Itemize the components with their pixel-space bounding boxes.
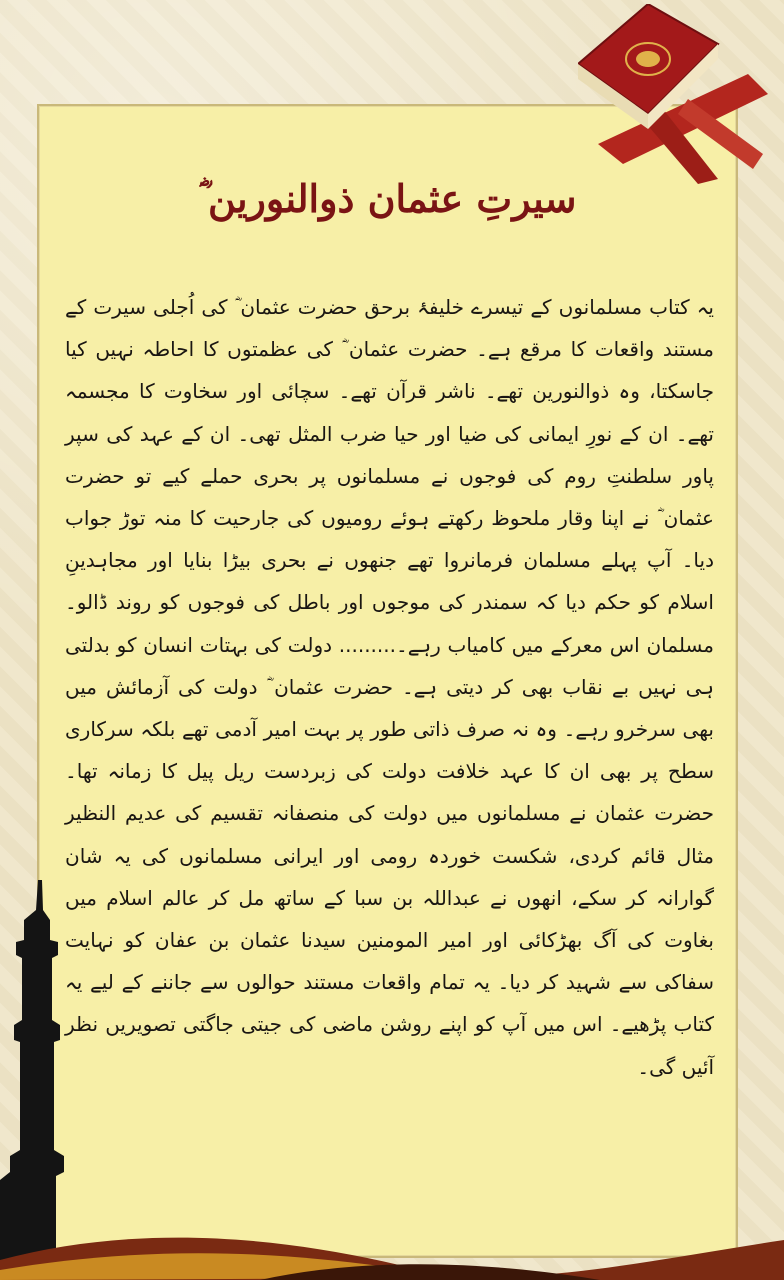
description-paragraph: یہ کتاب مسلمانوں کے تیسرے خلیفۂ برحق حضرت عثمان ؓ کی اُجلی سیرت کے مستند واقعات کا مرقع ہے۔ حضرت عثمان ؓ کی عظمتوں کا احاطہ نہیں کیا جاسکتا، وہ ذوالنورین تھے۔ ناشر قرآن تھے۔ سچائی اور سخاوت کا مجسمہ تھے۔ ان کے نورِ ایمانی کی ضیا اور حیا ضرب المثل تھی۔ ان کے عہد کی سپر پاور سلطنتِ روم کی فوجوں نے مسلمانوں پر بحری حملے کیے تو حضرت عثمان ؓ نے اپنا وقار ملحوظ رکھتے ہوئے رومیوں کی جارحیت کا منہ توڑ جواب دیا۔ آپ پہلے مسلمان فرمانروا تھے جنھوں نے بحری بیڑا بنایا اور مجاہدینِ اسلام کو حکم دیا کہ سمندر کی موجوں اور باطل کی فوجوں کو روند ڈالو۔ مسلمان اس معرکے میں کامیاب رہے۔......... دولت کی بہتات انسان کو بدلتی ہی نہیں بے نقاب بھی کر دیتی ہے۔ حضرت عثمان ؓ دولت کی آزمائش میں بھی سرخرو رہے۔ وہ نہ صرف ذاتی طور پر بہت امیر آدمی تھے بلکہ سرکاری سطح پر بھی ان کا عہد خلافت دولت کی زبردست ریل پیل کا زمانہ تھا۔ حضرت عثمان نے مسلمانوں میں دولت کی منصفانہ تقسیم کی عدیم النظیر مثال قائم کردی، شکست خوردہ رومی اور ایرانی مسلمانوں کی یہ شان گوارانہ کر سکے، انھوں نے عبداللہ بن سبا کے ساتھ مل کر عالم اسلام میں بغاوت کی آگ بھڑکائی اور امیر المومنین سیدنا عثمان بن عفان کو نہایت سفاکی سے شہید کر دیا۔ یہ تمام واقعات مستند حوالوں سے جاننے کے لیے یہ کتاب پڑھیے۔ اس میں آپ کو اپنے روشن ماضی کی جیتی جاگتی تصویریں نظر آئیں گی۔ <box>65 295 714 1079</box>
quran-on-stand-icon <box>578 4 778 194</box>
content-panel <box>37 104 738 1258</box>
page-title: سیرتِ عثمان ذوالنورین ؓ <box>198 176 577 221</box>
bottom-decorative-wave <box>0 1200 784 1280</box>
